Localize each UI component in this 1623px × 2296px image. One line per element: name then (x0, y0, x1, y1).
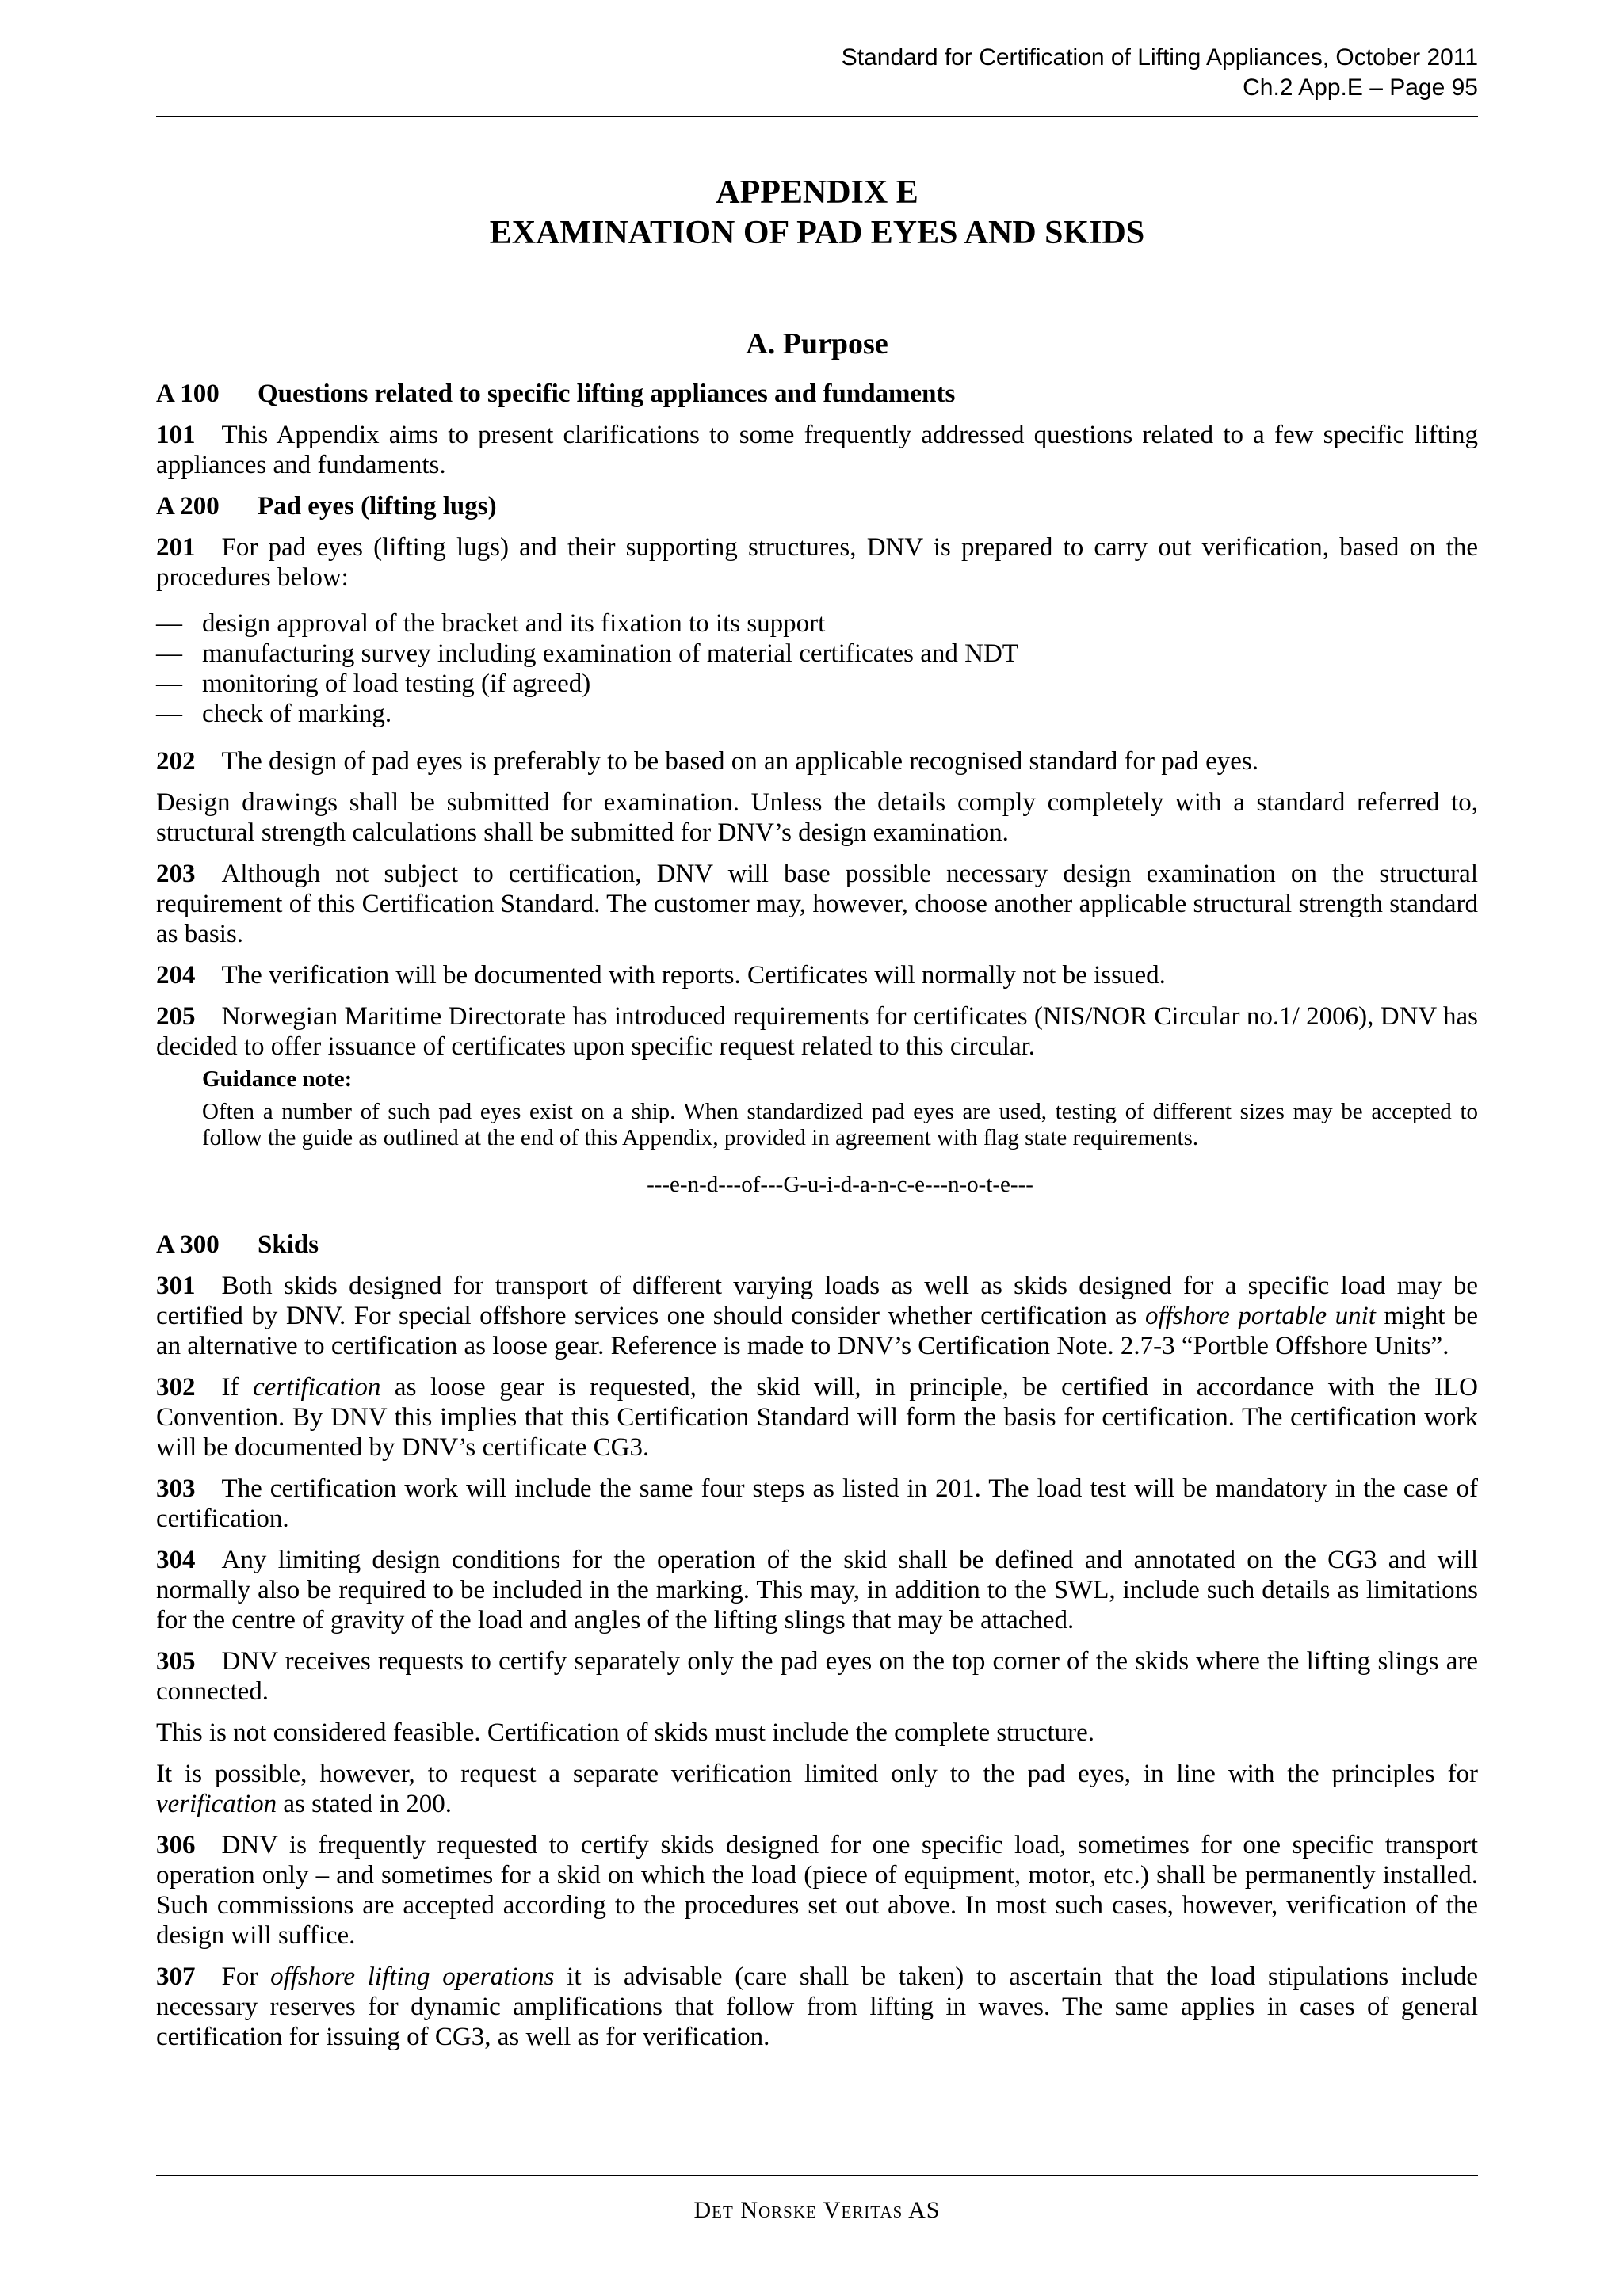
document-body (156, 379, 1478, 2063)
subsection-title: Pad eyes (lifting lugs) (258, 492, 497, 521)
guidance-note-end-marker: ---e-n-d---of---G-u-i-d-a-n-c-e---n-o-t-e--- (647, 1172, 1033, 1197)
emphasis-term: offshore lifting operations (270, 1962, 555, 1991)
paragraph-202-continued: Design drawings shall be submitted for examination. Unless the details comply completely with a standard referred to, structural strength calculations shall be submitted for DNV’s design examination. (156, 788, 1478, 847)
paragraph-number: 302 (156, 1373, 196, 1402)
paragraph-number: 205 (156, 1002, 196, 1031)
paragraph-text: Any limiting design conditions for the operation of the skid shall be defined and annotated on the CG3 and will normally also be required to be included in the marking. This may, in addition to the SWL, include such details as limitations for the centre of gravity of the load and angles of the lifting slings that may be attached. (156, 1546, 1478, 1634)
paragraph-303 (156, 1474, 1478, 1534)
paragraph-number: 202 (156, 747, 196, 776)
subsection-heading-a100 (156, 379, 1478, 409)
procedure-list (156, 608, 1478, 729)
paragraph-text: It is possible, however, to request a separate verification limited only to the pad eyes, in line with the principles for (156, 1760, 1478, 1788)
paragraph-text-continued: as stated in 200. (277, 1790, 453, 1818)
paragraph-text: The certification work will include the same four steps as listed in 201. The load test will be mandatory in the case of certification. (156, 1474, 1478, 1533)
paragraph-204 (156, 960, 1478, 990)
guidance-note (202, 1066, 1478, 1198)
list-dash: — (156, 639, 182, 668)
paragraph-304 (156, 1545, 1478, 1635)
subsection-number: A 200 (156, 492, 220, 521)
subsection-heading-a300 (156, 1230, 1478, 1260)
paragraph-text: If (221, 1373, 254, 1402)
section-title: A. Purpose (746, 327, 888, 360)
list-item-text: manufacturing survey including examination of material certificates and NDT (202, 639, 1018, 668)
list-item-text: check of marking. (202, 700, 392, 728)
list-item (156, 608, 1478, 639)
appendix-label: APPENDIX E (716, 174, 918, 211)
guidance-note-title: Guidance note: (202, 1066, 353, 1092)
paragraph-203 (156, 859, 1478, 949)
paragraph-306 (156, 1830, 1478, 1951)
paragraph-305-verification (156, 1759, 1478, 1819)
paragraph-307 (156, 1962, 1478, 2052)
header-page-ref: Ch.2 App.E – Page 95 (1243, 74, 1478, 101)
paragraph-301 (156, 1271, 1478, 1361)
list-dash: — (156, 669, 182, 698)
paragraph-201 (156, 532, 1478, 593)
subsection-heading-a200 (156, 491, 1478, 521)
paragraph-number: 101 (156, 421, 196, 449)
paragraph-number: 307 (156, 1962, 196, 1991)
paragraph-number: 204 (156, 961, 196, 990)
paragraph-101 (156, 420, 1478, 480)
paragraph-text: Both skids designed for transport of different varying loads as well as skids designed for a specific load may be certified by DNV. For special offshore services one should consider whether certification as (156, 1272, 1478, 1330)
footer-rule (156, 2175, 1478, 2176)
paragraph-text: The design of pad eyes is preferably to be based on an applicable recognised standard for pad eyes. (221, 747, 1259, 776)
paragraph-number: 303 (156, 1474, 196, 1503)
paragraph-205 (156, 1001, 1478, 1062)
list-item-text: design approval of the bracket and its fixation to its support (202, 609, 826, 638)
paragraph-text-continued: as loose gear is requested, the skid will, in principle, be certified in accordance with the ILO Convention. By DNV this implies that this Certification Standard will form the basis for certification. The certification work will be documented by DNV’s certificate CG3. (156, 1373, 1478, 1462)
subsection-number: A 100 (156, 379, 220, 408)
paragraph-305-continued: This is not considered feasible. Certification of skids must include the complete structure. (156, 1718, 1095, 1747)
paragraph-number: 203 (156, 860, 196, 888)
paragraph-number: 305 (156, 1647, 196, 1676)
paragraph-number: 304 (156, 1546, 196, 1574)
list-item (156, 699, 1478, 729)
subsection-title: Skids (258, 1230, 319, 1259)
paragraph-text: DNV receives requests to certify separately only the pad eyes on the top corner of the skids where the lifting slings are connected. (156, 1647, 1478, 1706)
emphasis-term: verification (156, 1790, 277, 1818)
paragraph-text: This Appendix aims to present clarifications to some frequently addressed questions related to a few specific lifting appliances and fundaments. (156, 421, 1478, 479)
footer-publisher: Det Norske Veritas AS (693, 2197, 941, 2223)
paragraph-text: Although not subject to certification, DNV will base possible necessary design examination on the structural requirement of this Certification Standard. The customer may, however, choose another applicable structural strength standard as basis. (156, 860, 1478, 948)
subsection-number: A 300 (156, 1230, 220, 1259)
running-header (842, 43, 1478, 103)
paragraph-number: 301 (156, 1272, 196, 1300)
emphasis-term: certification (253, 1373, 381, 1402)
paragraph-text: Norwegian Maritime Directorate has introduced requirements for certificates (NIS/NOR Circular no.1/ 2006), DNV has decided to offer issuance of certificates upon specific request related to this circular. (156, 1002, 1478, 1061)
list-item (156, 639, 1478, 669)
paragraph-number: 201 (156, 533, 196, 562)
paragraph-202 (156, 746, 1478, 776)
paragraph-text-continued: it is advisable (care shall be taken) to ascertain that the load stipulations include necessary reserves for dynamic amplifications that follow from lifting in waves. The same applies in cases of general certification for issuing of CG3, as well as for verification. (156, 1962, 1479, 2051)
paragraph-text: The verification will be documented with reports. Certificates will normally not be issued. (221, 961, 1166, 990)
header-rule (156, 116, 1478, 117)
header-standard-title: Standard for Certification of Lifting Appliances, October 2011 (841, 44, 1478, 71)
appendix-subject: EXAMINATION OF PAD EYES AND SKIDS (489, 215, 1145, 251)
list-item (156, 669, 1478, 699)
list-item-text: monitoring of load testing (if agreed) (202, 669, 591, 698)
paragraph-305 (156, 1646, 1478, 1707)
paragraph-text: DNV is frequently requested to certify skids designed for one specific load, sometimes for one specific transport operation only – and sometimes for a skid on which the load (piece of equipment, motor, etc.) shall be permanently installed. Such commissions are accepted according to the procedures set out above. In most such cases, however, verification of the design will suffice. (156, 1831, 1478, 1950)
paragraph-text: For pad eyes (lifting lugs) and their supporting structures, DNV is prepared to carry out verification, based on the procedures below: (156, 533, 1478, 592)
paragraph-text: For (221, 1962, 271, 1991)
subsection-title: Questions related to specific lifting appliances and fundaments (258, 379, 956, 408)
paragraph-text-continued: might be an alternative to certification as loose gear. Reference is made to DNV’s Certification Note. 2.7-3 “Portble Offshore Units”. (156, 1302, 1478, 1360)
paragraph-number: 306 (156, 1831, 196, 1859)
list-dash: — (156, 609, 182, 638)
list-dash: — (156, 700, 182, 728)
emphasis-term: offshore portable unit (1144, 1302, 1376, 1330)
guidance-note-body: Often a number of such pad eyes exist on a ship. When standardized pad eyes are used, testing of different sizes may be accepted to follow the guide as outlined at the end of this Appendix, provided in agreement with flag state requirements. (202, 1099, 1478, 1150)
paragraph-302 (156, 1372, 1478, 1463)
appendix-title (156, 173, 1478, 254)
